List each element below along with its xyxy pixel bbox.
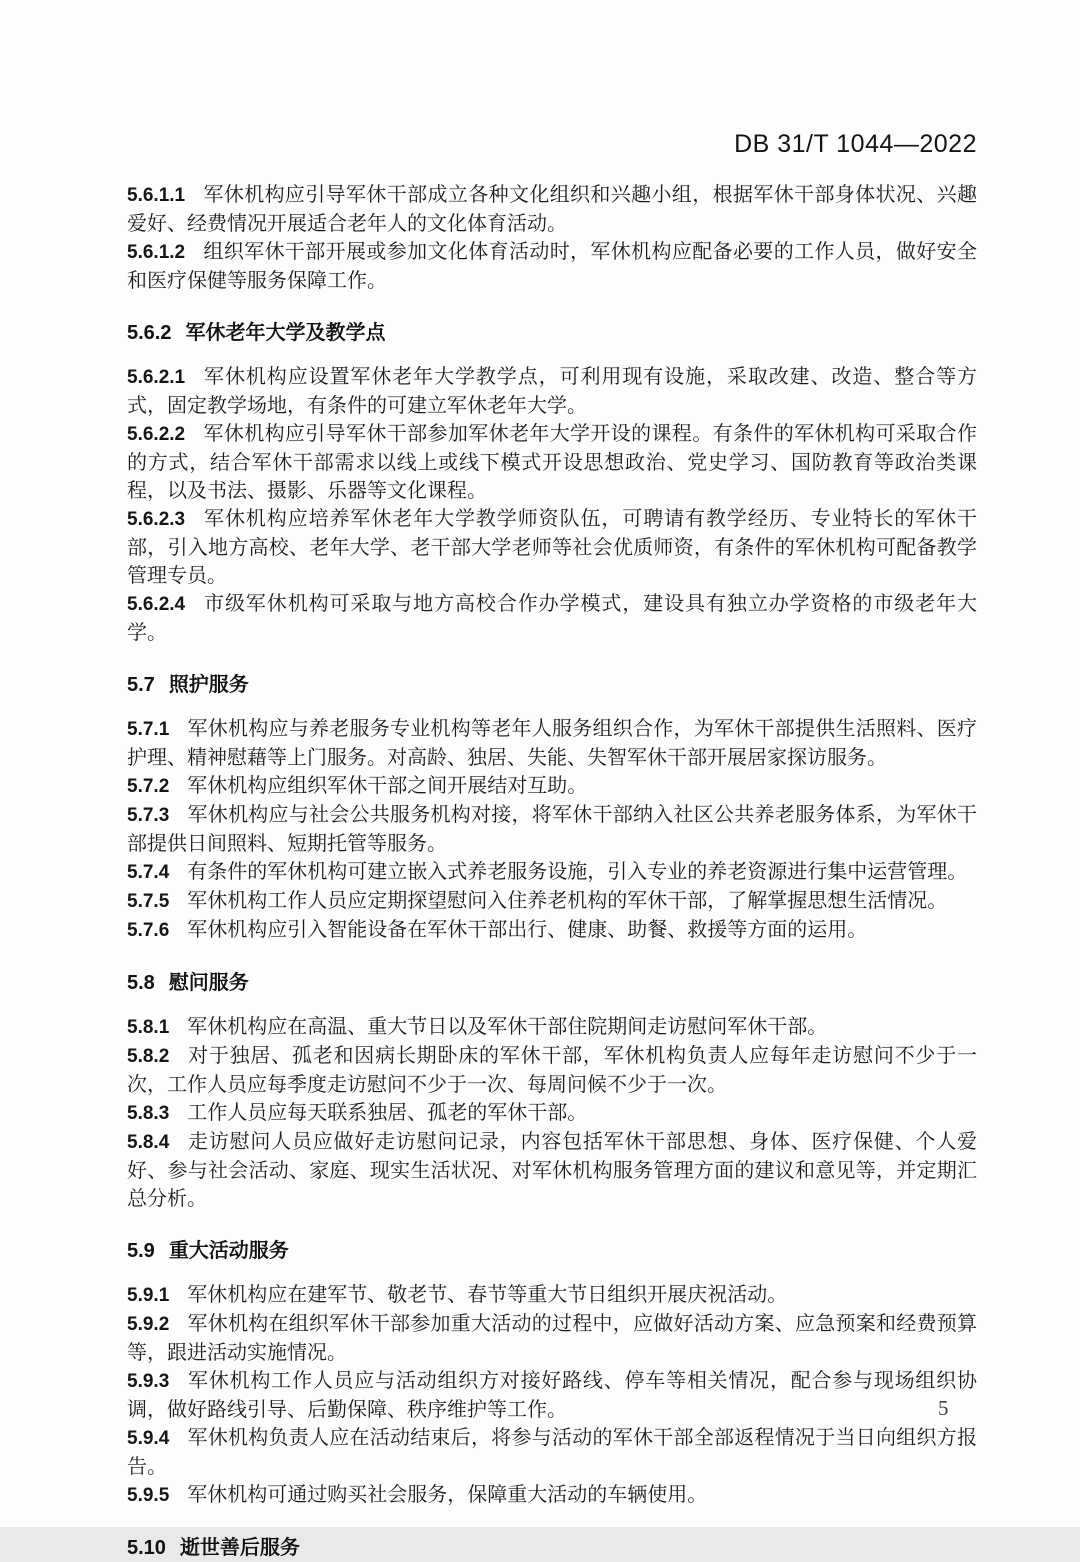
heading-title: 重大活动服务 bbox=[168, 1240, 289, 1262]
clause-number: 5.6.2.4 bbox=[127, 594, 186, 615]
clause-5.9.3 bbox=[127, 1367, 977, 1424]
clause-number: 5.7.4 bbox=[127, 862, 170, 883]
clause-5.9.2 bbox=[127, 1310, 977, 1367]
clause-text: 军休机构应与社会公共服务机构对接，将军休干部纳入社区公共养老服务体系，为军休干部提供日间照料、短期托管等服务。 bbox=[127, 804, 977, 855]
heading-title: 照护服务 bbox=[168, 674, 249, 696]
section-heading-5.8 bbox=[127, 969, 977, 997]
clause-number: 5.9.5 bbox=[127, 1485, 170, 1506]
heading-number: 5.10 bbox=[127, 1537, 166, 1559]
clause-text: 走访慰问人员应做好走访慰问记录，内容包括军休干部思想、身体、医疗保健、个人爱好、参与社会活动、家庭、现实生活状况、对军休机构服务管理方面的建议和意见等，并定期汇总分析。 bbox=[127, 1131, 977, 1210]
page-number: 5 bbox=[938, 1396, 949, 1420]
clause-5.6.2.2 bbox=[127, 420, 977, 505]
clause-5.8.1 bbox=[127, 1013, 977, 1042]
clause-5.6.2.4 bbox=[127, 590, 977, 647]
clause-5.9.1 bbox=[127, 1281, 977, 1310]
heading-number: 5.6.2 bbox=[127, 322, 172, 344]
clause-number: 5.6.1.2 bbox=[127, 242, 186, 263]
clause-5.8.3 bbox=[127, 1099, 977, 1128]
heading-number: 5.8 bbox=[127, 972, 155, 994]
clause-number: 5.8.3 bbox=[127, 1103, 170, 1124]
clause-text: 军休机构应在高温、重大节日以及军休干部住院期间走访慰问军休干部。 bbox=[187, 1016, 828, 1038]
clause-text: 军休机构应组织军休干部之间开展结对互助。 bbox=[187, 775, 588, 797]
clause-text: 军休机构应引入智能设备在军休干部出行、健康、助餐、救援等方面的运用。 bbox=[187, 919, 868, 941]
clause-text: 组织军休干部开展或参加文化体育活动时，军休机构应配备必要的工作人员，做好安全和医疗保健等服务保障工作。 bbox=[127, 241, 977, 292]
clause-5.7.2 bbox=[127, 772, 977, 801]
clause-text: 军休机构应与养老服务专业机构等老年人服务组织合作，为军休干部提供生活照料、医疗护理、精神慰藉等上门服务。对高龄、独居、失能、失智军休干部开展居家探访服务。 bbox=[127, 718, 977, 769]
clause-5.9.4 bbox=[127, 1424, 977, 1481]
clause-number: 5.7.6 bbox=[127, 920, 170, 941]
clause-text: 有条件的军休机构可建立嵌入式养老服务设施，引入专业的养老资源进行集中运营管理。 bbox=[187, 861, 968, 883]
clause-number: 5.7.2 bbox=[127, 776, 170, 797]
clause-text: 军休机构工作人员应与活动组织方对接好路线、停车等相关情况，配合参与现场组织协调，做好路线引导、后勤保障、秩序维护等工作。 bbox=[127, 1370, 977, 1421]
clause-number: 5.6.2.3 bbox=[127, 509, 186, 530]
standard-code-header: DB 31/T 1044—2022 bbox=[734, 130, 977, 158]
section-heading-5.7 bbox=[127, 671, 977, 699]
heading-title: 逝世善后服务 bbox=[179, 1537, 300, 1559]
clause-number: 5.7.1 bbox=[127, 719, 170, 740]
clause-text: 市级军休机构可采取与地方高校合作办学模式，建设具有独立办学资格的市级老年大学。 bbox=[127, 593, 977, 644]
clause-5.6.1.2 bbox=[127, 238, 977, 295]
clause-5.8.2 bbox=[127, 1042, 977, 1099]
clause-text: 军休机构负责人应在活动结束后，将参与活动的军休干部全部返程情况于当日向组织方报告。 bbox=[127, 1427, 977, 1478]
clause-text: 军休机构工作人员应定期探望慰问入住养老机构的军休干部，了解掌握思想生活情况。 bbox=[187, 890, 948, 912]
clause-text: 工作人员应每天联系独居、孤老的军休干部。 bbox=[187, 1102, 588, 1124]
clause-text: 对于独居、孤老和因病长期卧床的军休干部，军休机构负责人应每年走访慰问不少于一次，工作人员应每季度走访慰问不少于一次、每周问候不少于一次。 bbox=[127, 1045, 977, 1096]
clause-text: 军休机构可通过购买社会服务，保障重大活动的车辆使用。 bbox=[187, 1484, 708, 1506]
clause-text: 军休机构在组织军休干部参加重大活动的过程中，应做好活动方案、应急预案和经费预算等，跟进活动实施情况。 bbox=[127, 1313, 977, 1364]
clause-5.7.6 bbox=[127, 916, 977, 945]
section-heading-5.6.2 bbox=[127, 319, 977, 347]
clause-text: 军休机构应引导军休干部参加军休老年大学开设的课程。有条件的军休机构可采取合作的方式，结合军休干部需求以线上或线下模式开设思想政治、党史学习、国防教育等政治类课程，以及书法、摄影、乐器等文化课程。 bbox=[127, 423, 977, 502]
clause-number: 5.6.2.2 bbox=[127, 424, 186, 445]
clause-5.6.2.1 bbox=[127, 363, 977, 420]
clause-number: 5.6.2.1 bbox=[127, 367, 186, 388]
clause-5.8.4 bbox=[127, 1128, 977, 1213]
clause-5.7.3 bbox=[127, 801, 977, 858]
clause-number: 5.7.3 bbox=[127, 805, 170, 826]
heading-title: 军休老年大学及教学点 bbox=[185, 322, 386, 344]
clause-number: 5.8.1 bbox=[127, 1017, 170, 1038]
document-body bbox=[127, 181, 977, 1562]
clause-number: 5.8.2 bbox=[127, 1046, 170, 1067]
clause-number: 5.9.2 bbox=[127, 1314, 170, 1335]
clause-5.7.5 bbox=[127, 887, 977, 916]
section-heading-5.9 bbox=[127, 1237, 977, 1265]
clause-5.9.5 bbox=[127, 1481, 977, 1510]
clause-number: 5.9.4 bbox=[127, 1428, 170, 1449]
heading-title: 慰问服务 bbox=[168, 972, 249, 994]
heading-number: 5.7 bbox=[127, 674, 155, 696]
clause-5.6.1.1 bbox=[127, 181, 977, 238]
clause-number: 5.9.1 bbox=[127, 1285, 170, 1306]
heading-number: 5.9 bbox=[127, 1240, 155, 1262]
clause-number: 5.9.3 bbox=[127, 1371, 170, 1392]
clause-number: 5.6.1.1 bbox=[127, 185, 186, 206]
clause-text: 军休机构应培养军休老年大学教学师资队伍，可聘请有教学经历、专业特长的军休干部，引入地方高校、老年大学、老干部大学老师等社会优质师资，有条件的军休机构可配备教学管理专员。 bbox=[127, 508, 977, 587]
clause-number: 5.7.5 bbox=[127, 891, 170, 912]
section-heading-5.10 bbox=[127, 1534, 977, 1562]
clause-text: 军休机构应引导军休干部成立各种文化组织和兴趣小组，根据军休干部身体状况、兴趣爱好、经费情况开展适合老年人的文化体育活动。 bbox=[127, 184, 977, 235]
clause-number: 5.8.4 bbox=[127, 1132, 170, 1153]
clause-5.6.2.3 bbox=[127, 505, 977, 590]
clause-text: 军休机构应设置军休老年大学教学点，可利用现有设施，采取改建、改造、整合等方式，固定教学场地，有条件的可建立军休老年大学。 bbox=[127, 366, 977, 417]
clause-5.7.1 bbox=[127, 715, 977, 772]
clause-text: 军休机构应在建军节、敬老节、春节等重大节日组织开展庆祝活动。 bbox=[187, 1284, 788, 1306]
clause-5.7.4 bbox=[127, 858, 977, 887]
